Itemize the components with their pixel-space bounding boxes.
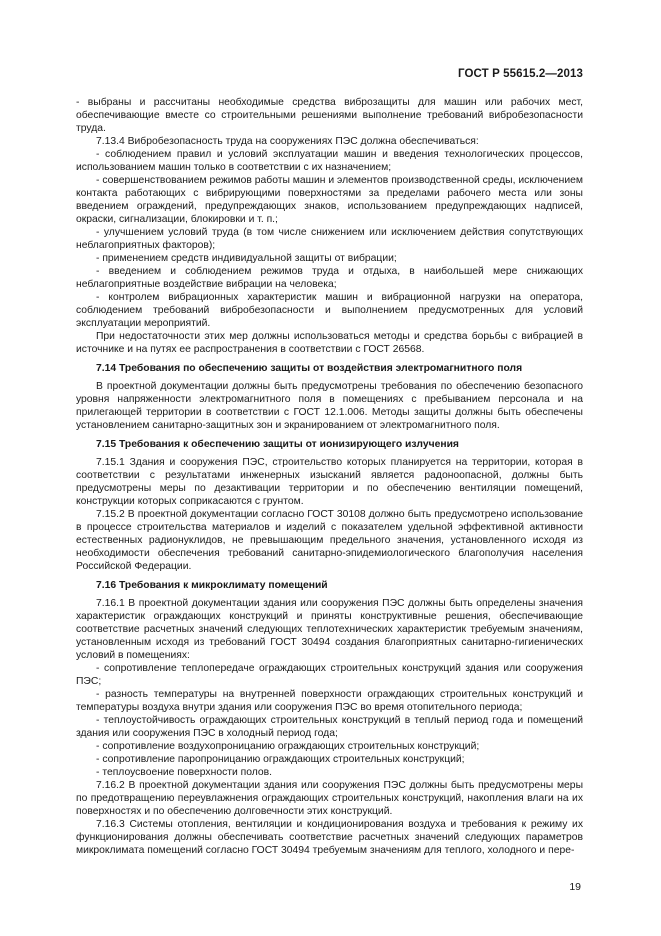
paragraph: - применением средств индивидуальной защиты от вибрации;	[96, 253, 397, 264]
paragraph: - введением и соблюдением режимов труда и отдыха, в наибольшей мере снижающих неблагоприятные воздействие вибрации на человека;	[76, 266, 583, 290]
paragraph: 7.15.1 Здания и сооружения ПЭС, строительство которых планируется на территории, которая в соответствии с результатами инженерных изысканий является радоноопасной, должны быть предусмотрены меры по дезактивации территории и по обеспечению вентиляции помещений, конструкции которых соприкасаются с грунтом.	[76, 457, 583, 507]
paragraph: - сопротивление паропроницанию ограждающих строительных конструкций;	[96, 754, 465, 765]
paragraph: - соблюдением правил и условий эксплуатации машин и введения технологических процессов, использованием машин только в соответствии с их назначением;	[76, 149, 583, 173]
document-header: ГОСТ Р 55615.2—2013	[458, 68, 583, 80]
paragraph: В проектной документации должны быть предусмотрены требования по обеспечению безопасного уровня напряженности электромагнитного поля в помещениях с пребыванием персонала и на прилегающей территории в соответствии с ГОСТ 12.1.006. Методы защиты должны быть обеспечены установлением санитарно-защитных зон и экранированием от электромагнитного поля.	[76, 381, 583, 431]
paragraph: - совершенствованием режимов работы машин и элементов производственной среды, исключением контакта работающих с вибрирующими поверхностями за пределами рабочего места или зоны введением ограждений, предупреждающих знаков, использованием предупреждающих надписей, окраски, сигнализации, блокировки и т. п.;	[76, 175, 583, 225]
section-heading: 7.15 Требования к обеспечению защиты от ионизирующего излучения	[96, 439, 459, 450]
section-heading: 7.16 Требования к микроклимату помещений	[96, 580, 328, 591]
paragraph: - сопротивление воздухопроницанию ограждающих строительных конструкций;	[96, 741, 480, 752]
paragraph: - улучшением условий труда (в том числе снижением или исключением действия сопутствующих неблагоприятных факторов);	[76, 227, 583, 251]
paragraph: 7.13.4 Вибробезопасность труда на сооружениях ПЭС должна обеспечиваться:	[96, 136, 479, 147]
section-heading: 7.14 Требования по обеспечению защиты от воздействия электромагнитного поля	[96, 363, 523, 374]
paragraph: - сопротивление теплопередаче ограждающих строительных конструкций здания или сооружения ПЭС;	[76, 663, 583, 687]
paragraph: 7.16.2 В проектной документации здания или сооружения ПЭС должны быть предусмотрены меры по предотвращению переувлажнения ограждающих строительных конструкций, накопления влаги на их поверхностях и по обеспечению долговечности этих конструкций.	[76, 780, 583, 817]
paragraph: - контролем вибрационных характеристик машин и вибрационной нагрузки на оператора, соблюдением требований вибробезопасности и выполнением предусмотренных для условий эксплуатации мероприятий.	[76, 292, 583, 329]
paragraph: 7.16.1 В проектной документации здания или сооружения ПЭС должны быть определены значения характеристик ограждающих конструкций и приняты конструктивные решения, обеспечивающие соответствие расчетных значений следующих теплотехнических характеристик требуемым значениям, установленным исходя из требований ГОСТ 30494 создания благоприятных санитарно-гигиенических условий в помещениях:	[76, 598, 583, 661]
paragraph: 7.15.2 В проектной документации согласно ГОСТ 30108 должно быть предусмотрено использование в процессе строительства материалов и изделий с показателем удельной эффективной активности естественных радионуклидов, не превышающим предельного значения, установленного исходя из необходимости обеспечения требований санитарно-эпидемиологического благополучия населения Российской Федерации.	[76, 509, 583, 572]
paragraph: - выбраны и рассчитаны необходимые средства виброзащиты для машин или рабочих мест, обеспечивающие вместе со строительными решениями выполнение требований вибробезопасности труда.	[76, 97, 583, 134]
paragraph: - теплоустойчивость ограждающих строительных конструкций в теплый период года и помещений здания или сооружения ПЭС в холодный период года;	[76, 715, 583, 739]
page-number: 19	[569, 881, 581, 893]
paragraph: - разность температуры на внутренней поверхности ограждающих строительных конструкций и температуры воздуха внутри здания или сооружения ПЭС во время отопительного периода;	[76, 689, 583, 713]
document-body	[76, 96, 583, 857]
paragraph: 7.16.3 Системы отопления, вентиляции и кондиционирования воздуха и требования к режиму их функционирования должны обеспечивать соответствие расчетных значений следующих параметров микроклимата помещений согласно ГОСТ 30494 требуемым значениям для теплого, холодного и пере-	[76, 819, 583, 856]
paragraph: - теплоусвоение поверхности полов.	[96, 767, 273, 778]
paragraph: При недостаточности этих мер должны использоваться методы и средства борьбы с вибрацией в источнике и на путях ее распространения в соответствии с ГОСТ 26568.	[76, 331, 583, 355]
